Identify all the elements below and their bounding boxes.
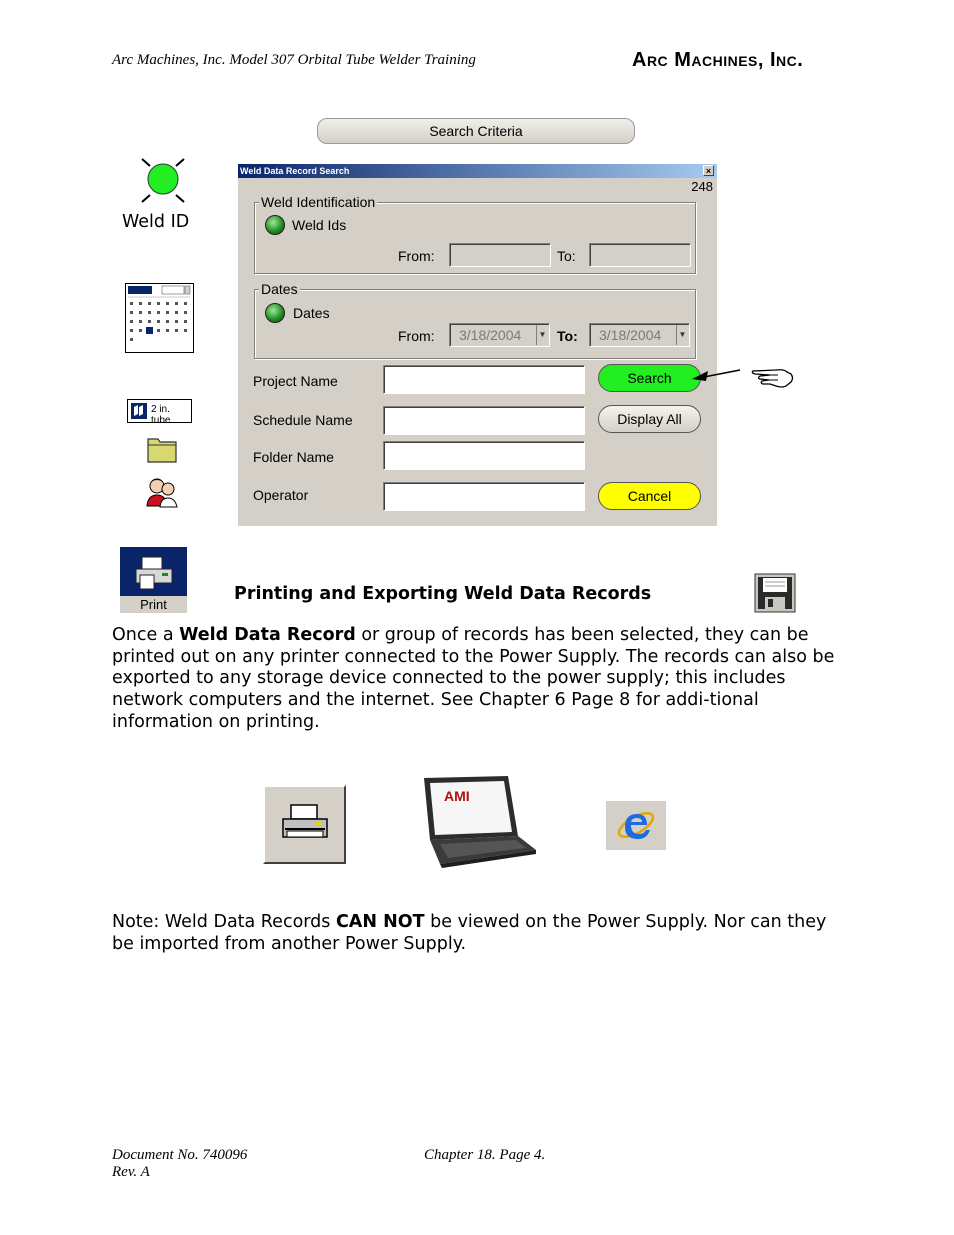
dates-from-value: 3/18/2004	[459, 327, 522, 343]
weld-ids-to-input[interactable]	[589, 243, 691, 267]
weld-id-label: Weld ID	[122, 212, 190, 232]
close-icon[interactable]: ×	[703, 165, 714, 176]
footer-page: Chapter 18. Page 4.	[424, 1147, 546, 1163]
laptop-logo: AMI	[444, 788, 470, 804]
note-paragraph	[112, 912, 847, 955]
internet-explorer-icon	[606, 801, 666, 850]
weld-ids-label: Weld Ids	[292, 217, 347, 233]
header-title: Arc Machines, Inc. Model 307 Orbital Tube Welder Training	[112, 52, 476, 68]
search-button[interactable]: Search	[598, 364, 701, 392]
schedule-name-label: Schedule Name	[253, 412, 353, 428]
section-title: Printing and Exporting Weld Data Records	[234, 584, 652, 604]
project-name-label: Project Name	[253, 373, 338, 389]
calendar-icon	[125, 283, 194, 353]
operator-input[interactable]	[383, 482, 585, 511]
footer-doc-number: Document No. 740096	[112, 1147, 248, 1163]
schedule-name-input[interactable]	[383, 406, 585, 435]
para-bold-weld-data-record: Weld Data Record	[179, 625, 356, 645]
dialog-title: Weld Data Record Search	[240, 166, 350, 176]
dates-radio[interactable]	[265, 303, 285, 323]
dates-legend: Dates	[261, 281, 298, 297]
note-text-2: be viewed on the Power Supply. Nor can they be imported from another Power Supply.	[112, 912, 827, 954]
record-count: 248	[691, 179, 713, 194]
weld-ids-from-input[interactable]	[449, 243, 551, 267]
project-name-input[interactable]	[383, 365, 585, 394]
dates-from-picker[interactable]	[449, 323, 550, 347]
folder-name-label: Folder Name	[253, 449, 334, 465]
print-icon	[120, 547, 187, 613]
folder-name-input[interactable]	[383, 441, 585, 470]
weld-ids-radio[interactable]	[265, 215, 285, 235]
weld-data-record-search-dialog	[238, 164, 717, 526]
weld-identification-group	[254, 194, 696, 274]
weld-ids-from-label: From:	[398, 248, 435, 264]
para-text-2: or group of records has been selected, they can be printed out on any printer connected to the Power Supply. The records can also be exported to any storage device connected to the power supply; this includes network computers and the internet. See Chapter 6 Page 8 for addi-tional information on printing.	[112, 625, 835, 732]
printer-button-icon	[263, 785, 346, 864]
note-text-1: Note: Weld Data Records	[112, 912, 336, 932]
dates-from-label: From:	[398, 328, 435, 344]
dates-label: Dates	[293, 305, 330, 321]
weld-ids-to-label: To:	[557, 248, 576, 264]
floppy-disk-icon	[754, 573, 796, 613]
search-criteria-button[interactable]: Search Criteria	[317, 118, 635, 144]
dates-to-picker[interactable]	[589, 323, 690, 347]
note-bold-can-not: CAN NOT	[335, 912, 425, 932]
print-label: Print	[120, 596, 187, 613]
para-text-1: Once a	[112, 625, 180, 645]
project-tube-icon	[127, 399, 192, 426]
dates-to-value: 3/18/2004	[599, 327, 662, 343]
display-all-button[interactable]: Display All	[598, 405, 701, 433]
operator-icon	[144, 474, 180, 508]
header-company: Arc Machines, Inc.	[632, 49, 804, 71]
body-paragraph	[112, 625, 847, 734]
operator-label: Operator	[253, 487, 309, 503]
chevron-down-icon[interactable]: ▼	[536, 325, 548, 345]
dates-to-label: To:	[557, 328, 578, 344]
laptop-icon	[418, 774, 538, 868]
footer-revision: Rev. A	[112, 1164, 150, 1180]
dialog-titlebar	[238, 164, 717, 178]
cancel-button[interactable]: Cancel	[598, 482, 701, 510]
folder-icon	[146, 434, 178, 464]
weld-id-light-icon	[137, 156, 189, 206]
pointing-arrow-icon	[690, 362, 800, 390]
project-tube-label: 2 in. tube	[151, 404, 171, 426]
weld-identification-legend: Weld Identification	[261, 194, 376, 210]
dates-group	[254, 281, 696, 359]
chevron-down-icon[interactable]: ▼	[676, 325, 688, 345]
